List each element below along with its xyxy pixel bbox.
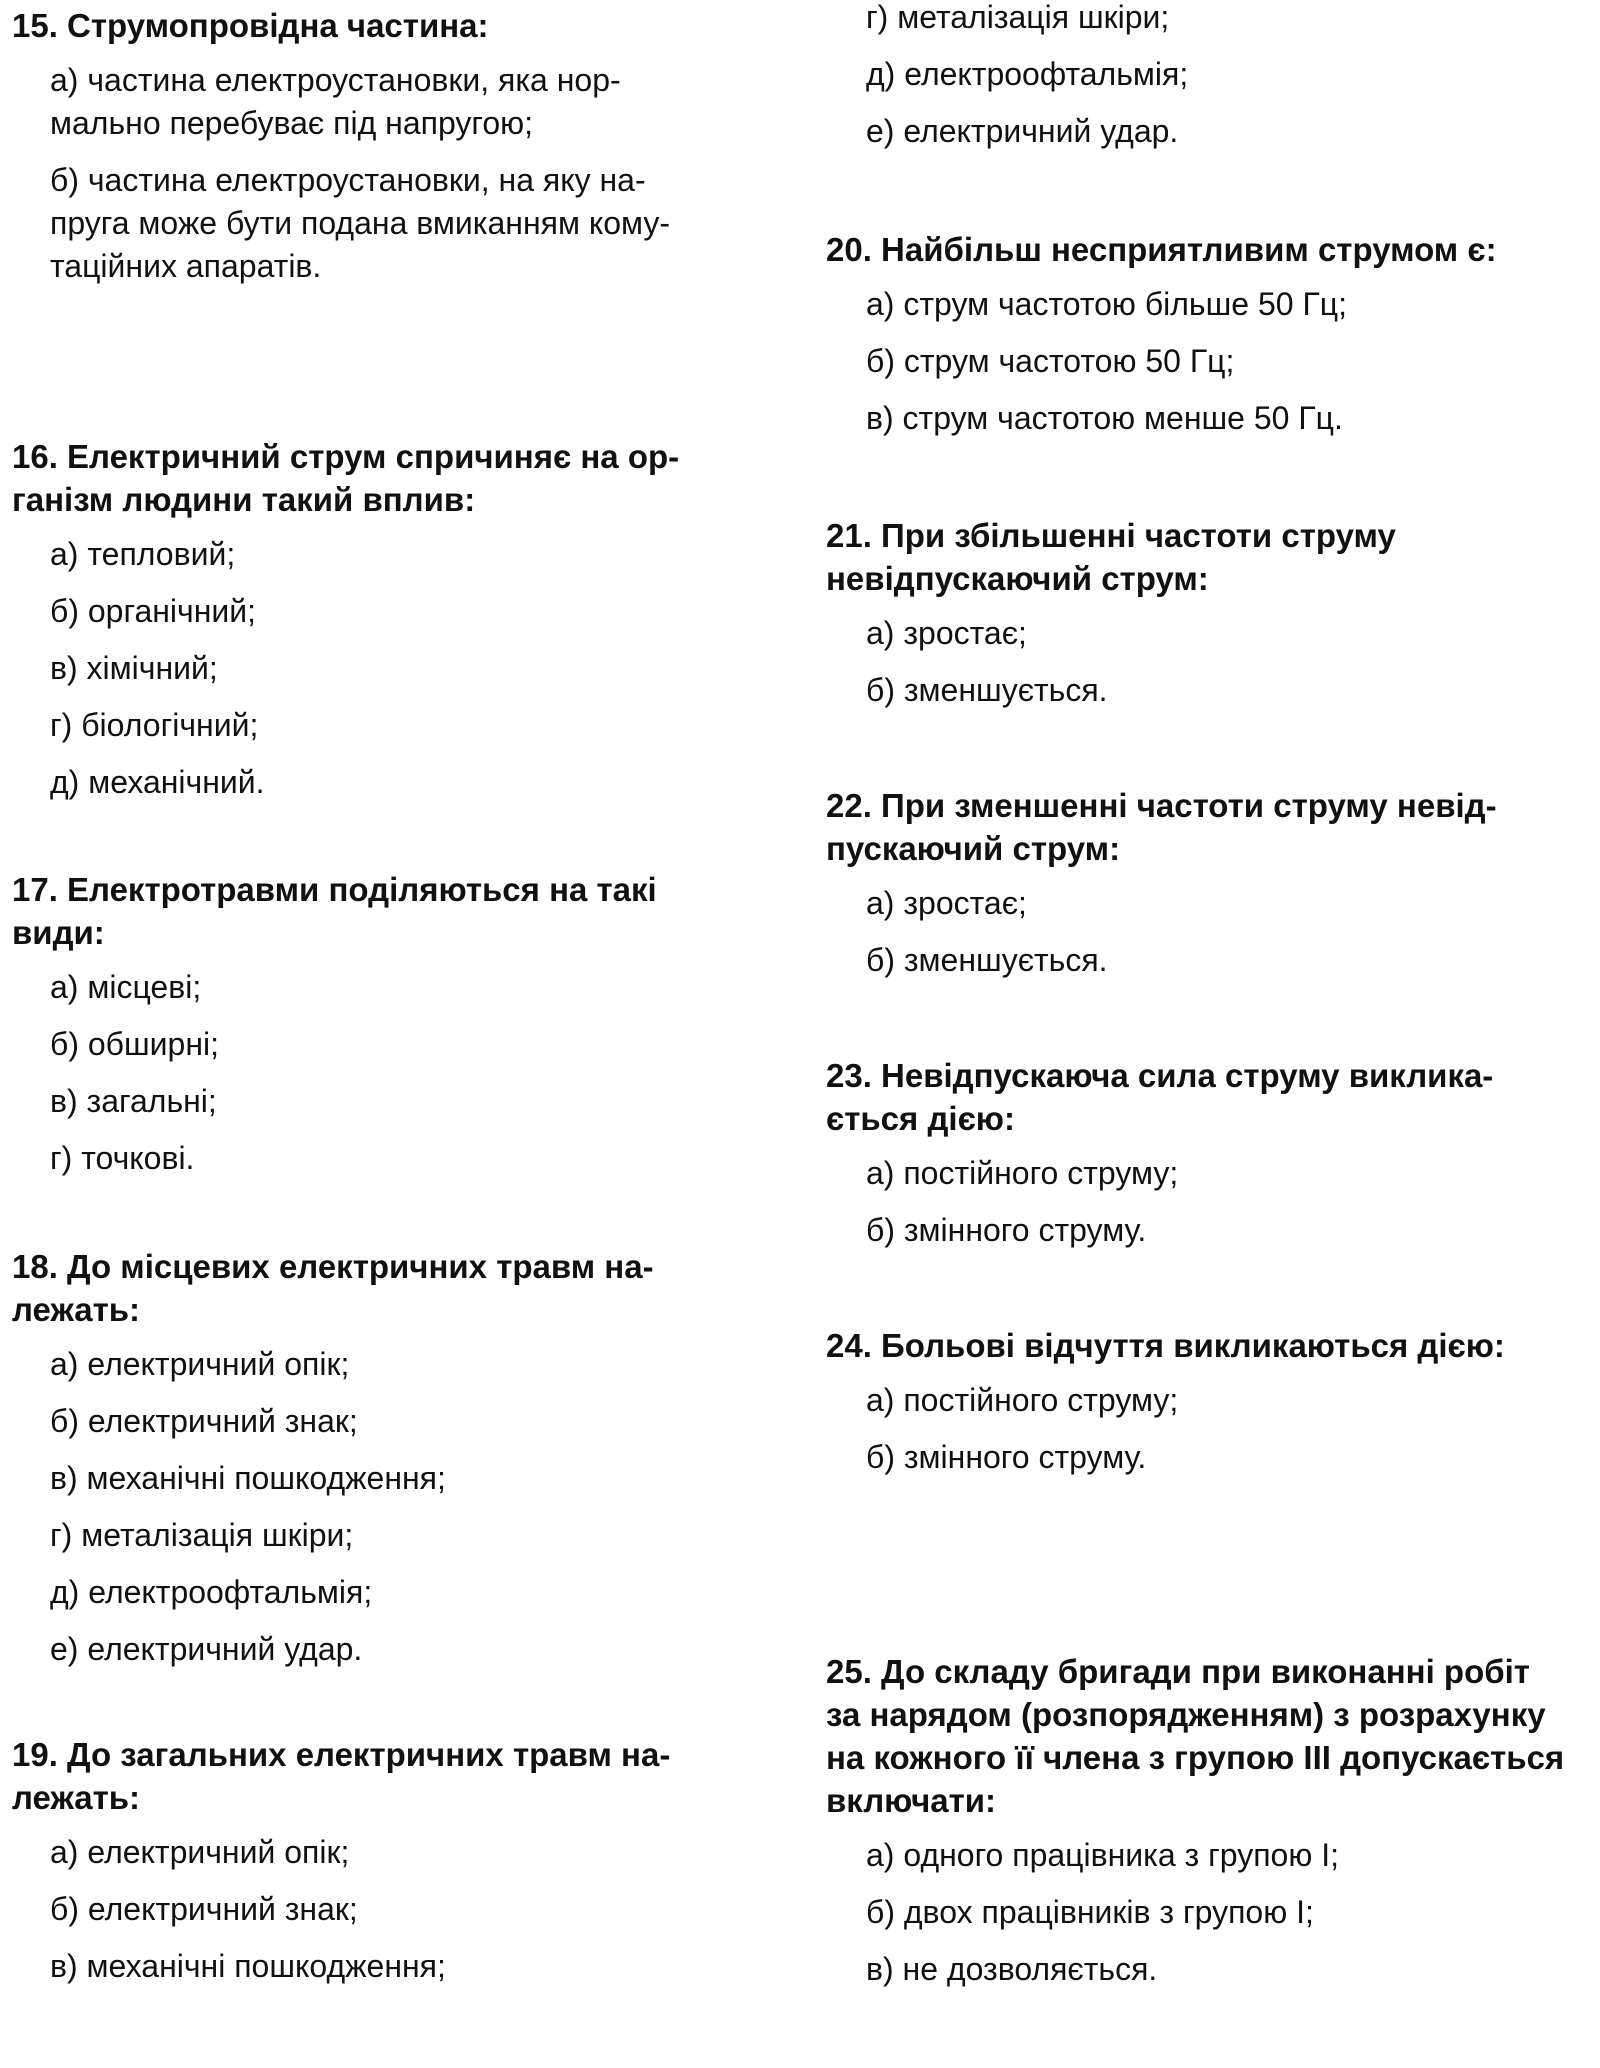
answer-option: б) змінного струму. bbox=[866, 1212, 1147, 1248]
question-title: 21. При збільшенні частоти струму невідпускаючий струм: bbox=[826, 517, 1396, 597]
answer-option: е) електричний удар. bbox=[50, 1631, 363, 1667]
answer-options bbox=[826, 0, 1596, 153]
answer-option: б) струм частотою 50 Гц; bbox=[866, 343, 1235, 379]
question-16 bbox=[12, 435, 757, 818]
answer-option: а) постійного струму; bbox=[866, 1382, 1179, 1418]
question-24 bbox=[826, 1324, 1596, 1493]
answer-option: г) точкові. bbox=[50, 1140, 195, 1176]
question-22 bbox=[826, 784, 1596, 996]
answer-option: а) тепловий; bbox=[50, 536, 236, 572]
answer-option: г) біологічний; bbox=[50, 707, 259, 743]
answer-option: а) зростає; bbox=[866, 885, 1027, 921]
question-23 bbox=[826, 1054, 1596, 1266]
answer-options bbox=[826, 283, 1596, 440]
answer-option: б) змінного струму. bbox=[866, 1439, 1147, 1475]
question-17 bbox=[12, 868, 757, 1194]
answer-option: в) механічні пошкодження; bbox=[50, 1460, 446, 1496]
question-title: 22. При зменшенні частоти струму невід- пускаючий струм: bbox=[826, 787, 1497, 867]
answer-option: в) струм частотою менше 50 Гц. bbox=[866, 400, 1343, 436]
question-19 bbox=[12, 1733, 757, 2002]
question-18 bbox=[12, 1245, 757, 1685]
answer-option: в) механічні пошкодження; bbox=[50, 1948, 446, 1984]
answer-option: а) струм частотою більше 50 Гц; bbox=[866, 286, 1347, 322]
answer-option: б) електричний знак; bbox=[50, 1891, 358, 1927]
answer-option: г) металізація шкіри; bbox=[866, 0, 1170, 35]
answer-options bbox=[826, 882, 1596, 982]
question-title: 18. До місцевих електричних травм на- лежать: bbox=[12, 1248, 654, 1328]
answer-option: в) хімічний; bbox=[50, 650, 218, 686]
answer-option: а) частина електроустановки, яка нор- мально перебуває під напругою; bbox=[50, 62, 621, 141]
answer-option: д) електроофтальмія; bbox=[866, 56, 1189, 92]
answer-options bbox=[12, 1343, 757, 1671]
question-title: 24. Больові відчуття викликаються дією: bbox=[826, 1327, 1505, 1364]
answer-option: д) електроофтальмія; bbox=[50, 1574, 373, 1610]
answer-options bbox=[826, 1834, 1596, 1991]
answer-option: б) частина електроустановки, на яку на- пруга може бути подана вмиканням кому- таційних апаратів. bbox=[50, 162, 670, 284]
question-title: 23. Невідпускаюча сила струму виклика- ється дією: bbox=[826, 1057, 1494, 1137]
answer-options bbox=[12, 59, 757, 288]
answer-option: г) металізація шкіри; bbox=[50, 1517, 354, 1553]
answer-option: б) двох працівників з групою I; bbox=[866, 1894, 1314, 1930]
answer-option: в) не дозволяється. bbox=[866, 1951, 1158, 1987]
answer-option: а) зростає; bbox=[866, 615, 1027, 651]
question-title: 17. Електротравми поділяються на такі види: bbox=[12, 871, 657, 951]
question-title: 19. До загальних електричних травм на- лежать: bbox=[12, 1736, 671, 1816]
question-20 bbox=[826, 228, 1596, 454]
answer-option: б) електричний знак; bbox=[50, 1403, 358, 1439]
answer-option: б) обширні; bbox=[50, 1026, 220, 1062]
answer-option: а) місцеві; bbox=[50, 969, 202, 1005]
answer-option: б) органічний; bbox=[50, 593, 256, 629]
question-title: 25. До складу бригади при виконанні робіт за нарядом (розпорядженням) з розрахунку на кожного її члена з групою III допускається включати: bbox=[826, 1653, 1565, 1819]
question-15 bbox=[12, 4, 757, 302]
answer-option: а) постійного струму; bbox=[866, 1155, 1179, 1191]
answer-option: в) загальні; bbox=[50, 1083, 217, 1119]
answer-options bbox=[12, 533, 757, 804]
answer-option: б) зменшується. bbox=[866, 942, 1108, 978]
answer-options bbox=[826, 1379, 1596, 1479]
question-title: 20. Найбільш несприятливим струмом є: bbox=[826, 231, 1497, 268]
question-21 bbox=[826, 514, 1596, 726]
answer-options bbox=[12, 966, 757, 1180]
answer-option: б) зменшується. bbox=[866, 672, 1108, 708]
question-25 bbox=[826, 1650, 1596, 2005]
answer-options bbox=[826, 1152, 1596, 1252]
question-19-continued bbox=[826, 0, 1596, 167]
answer-option: д) механічний. bbox=[50, 764, 265, 800]
question-title: 15. Струмопровідна частина: bbox=[12, 7, 489, 44]
answer-option: а) електричний опік; bbox=[50, 1346, 350, 1382]
question-title: 16. Електричний струм спричиняє на ор- ганізм людини такий вплив: bbox=[12, 438, 680, 518]
answer-options bbox=[826, 612, 1596, 712]
answer-option: а) одного працівника з групою I; bbox=[866, 1837, 1339, 1873]
answer-options bbox=[12, 1831, 757, 1988]
answer-option: а) електричний опік; bbox=[50, 1834, 350, 1870]
answer-option: е) електричний удар. bbox=[866, 113, 1179, 149]
